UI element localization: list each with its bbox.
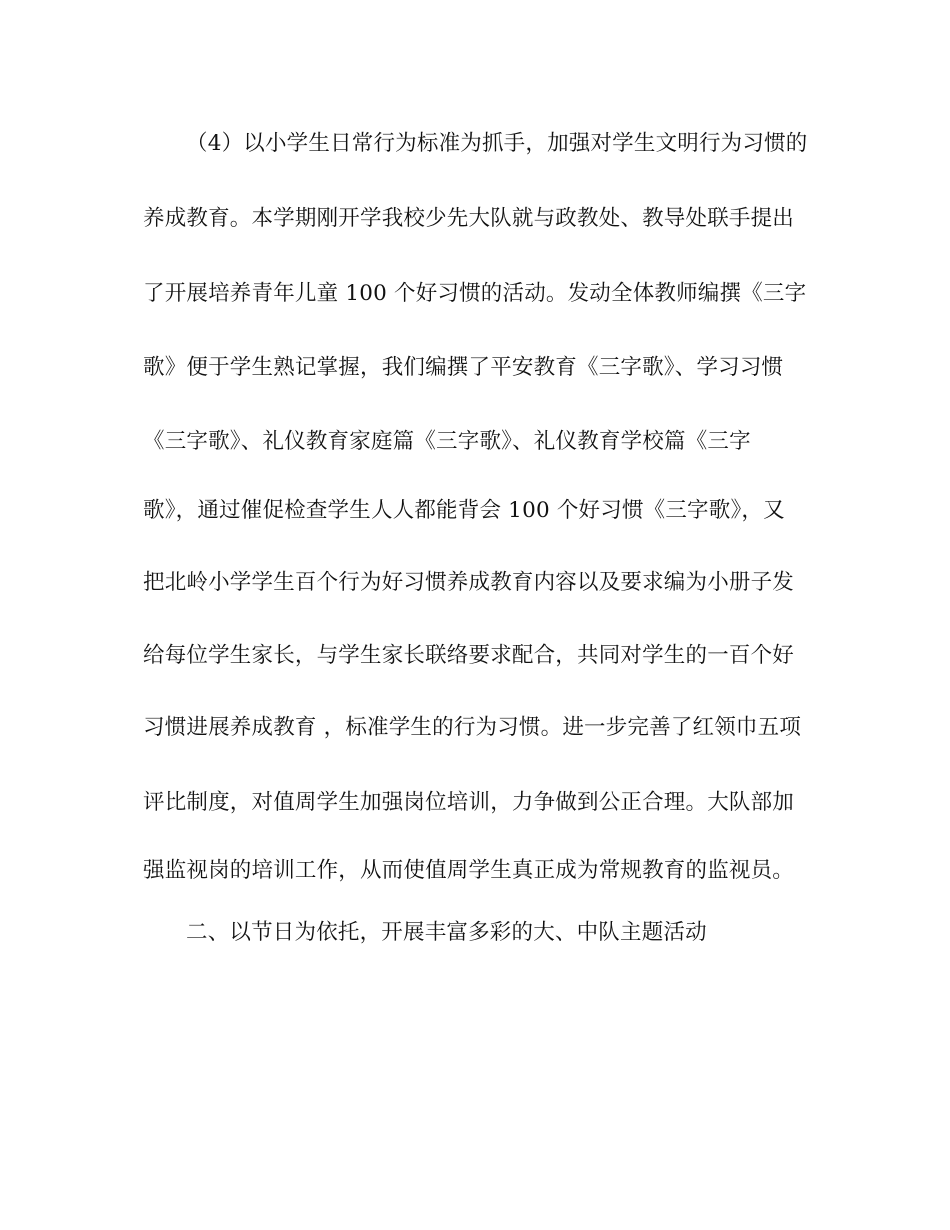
paragraph-line-6: 歌》，通过催促检查学生人人都能背会 100 个好习惯《三字歌》，又 (143, 498, 785, 523)
paragraph-line-10: 评比制度，对值周学生加强岗位培训，力争做到公正合理。大队部加 (143, 790, 795, 815)
paragraph-line-8: 给每位学生家长，与学生家长联络要求配合，共同对学生的一百个好 (143, 643, 795, 668)
paragraph-line-3: 了开展培养青年儿童 100 个好习惯的活动。发动全体教师编撰《三字 (143, 281, 807, 306)
paragraph-line-2: 养成教育。本学期刚开学我校少先大队就与政教处、教导处联手提出 (143, 206, 795, 231)
section-heading: 二、以节日为依托，开展丰富多彩的大、中队主题活动 (186, 920, 707, 945)
paragraph-line-4: 歌》便于学生熟记掌握，我们编撰了平安教育《三字歌》、学习习惯 (143, 355, 784, 380)
paragraph-line-7: 把北岭小学学生百个行为好习惯养成教育内容以及要求编为小册子发 (143, 570, 795, 595)
paragraph-line-9: 习惯进展养成教育 ，标准学生的行为习惯。进一步完善了红领巾五项 (143, 715, 802, 740)
paragraph-line-11: 强监视岗的培训工作，从而使值周学生真正成为常规教育的监视员。 (143, 858, 795, 883)
paragraph-line-1: （4）以小学生日常行为标准为抓手，加强对学生文明行为习惯的 (186, 131, 808, 156)
paragraph-line-5: 《三字歌》、礼仪教育家庭篇《三字歌》、礼仪教育学校篇《三字 (143, 429, 751, 454)
